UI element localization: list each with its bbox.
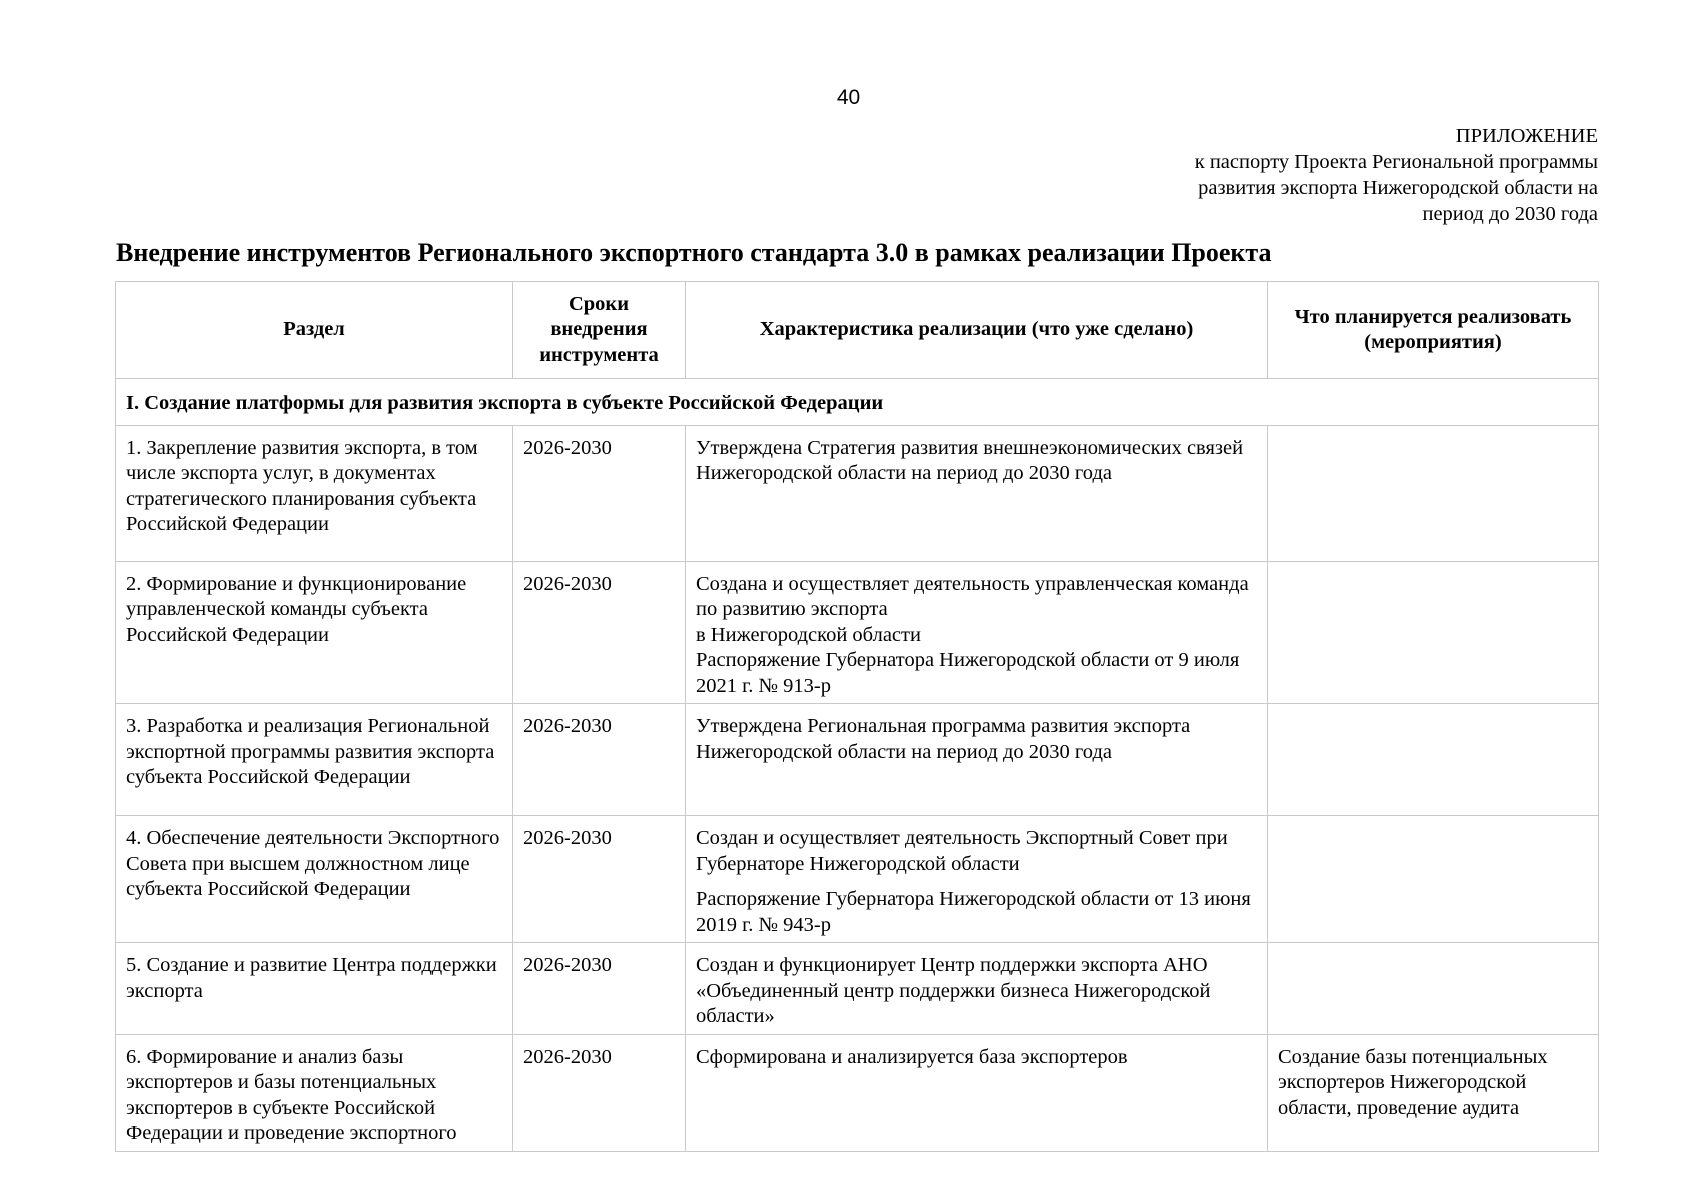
cell-done — [686, 943, 1268, 1035]
cell-done-text: Создана и осуществляет деятельность управленческая команда по развитию экспорта в Нижегородской области Распоряжение Губернатора Нижегородской области от 9 июля 2021 г. № 913-р — [696, 572, 1249, 697]
cell-period: 2026-2030 — [513, 704, 686, 816]
cell-done-text: Утверждена Региональная программа развития экспорта Нижегородской области на период до 2030 года — [696, 715, 1191, 763]
cell-section: 3. Разработка и реализация Региональной экспортной программы развития экспорта субъекта Российской Федерации — [116, 704, 513, 816]
cell-section: 4. Обеспечение деятельности Экспортного Совета при высшем должностном лице субъекта Российской Федерации — [116, 816, 513, 943]
cell-planned — [1268, 816, 1599, 943]
cell-done-text: Создан и функционирует Центр поддержки экспорта АНО «Объединенный центр поддержки бизнеса Нижегородской области» — [696, 954, 1211, 1027]
cell-section: 5. Создание и развитие Центра поддержки экспорта — [116, 943, 513, 1035]
cell-planned — [1268, 704, 1599, 816]
annex-line: период до 2030 года — [1422, 203, 1598, 225]
table-row — [116, 943, 1599, 1035]
cell-planned — [1268, 425, 1599, 561]
header-period: Сроки внедрения инструмента — [513, 282, 686, 379]
table-row — [116, 704, 1599, 816]
annex-line: ПРИЛОЖЕНИЕ — [1455, 125, 1598, 147]
section-heading: I. Создание платформы для развития экспорта в субъекте Российской Федерации — [116, 379, 1599, 426]
cell-period: 2026-2030 — [513, 425, 686, 561]
header-done: Характеристика реализации (что уже сделано) — [686, 282, 1268, 379]
cell-planned: Создание базы потенциальных экспортеров Нижегородской области, проведение аудита — [1268, 1034, 1599, 1151]
cell-period: 2026-2030 — [513, 561, 686, 704]
cell-period: 2026-2030 — [513, 816, 686, 943]
header-section: Раздел — [116, 282, 513, 379]
annex-line: развития экспорта Нижегородской области на — [1198, 177, 1598, 199]
cell-done — [686, 816, 1268, 943]
cell-section: 6. Формирование и анализ базы экспортеров и базы потенциальных экспортеров в субъекте Российской Федерации и проведение экспортного — [116, 1034, 513, 1151]
page-number: 40 — [836, 86, 861, 109]
header-planned: Что планируется реализовать (мероприятия) — [1268, 282, 1599, 379]
annex-line: к паспорту Проекта Региональной программы — [1194, 151, 1598, 173]
cell-period: 2026-2030 — [513, 943, 686, 1035]
table-row — [116, 425, 1599, 561]
section-row — [116, 379, 1599, 426]
cell-planned — [1268, 561, 1599, 704]
cell-section: 2. Формирование и функционирование управленческой команды субъекта Российской Федерации — [116, 561, 513, 704]
cell-done-text: Сформирована и анализируется база экспортеров — [696, 1045, 1128, 1068]
table-header-row — [116, 282, 1599, 379]
cell-done-text: Утверждена Стратегия развития внешнеэкономических связей Нижегородской области на период до 2030 года — [696, 436, 1244, 484]
cell-section: 1. Закрепление развития экспорта, в том числе экспорта услуг, в документах стратегического планирования субъекта Российской Федерации — [116, 425, 513, 561]
table-row — [116, 816, 1599, 943]
cell-done — [686, 425, 1268, 561]
annex-block — [1195, 123, 1598, 227]
cell-done — [686, 1034, 1268, 1151]
table-row — [116, 1034, 1599, 1151]
cell-done-extra: Распоряжение Губернатора Нижегородской области от 13 июня 2019 г. № 943-р — [696, 888, 1251, 936]
cell-planned — [1268, 943, 1599, 1035]
implementation-table — [115, 281, 1599, 1152]
cell-done — [686, 561, 1268, 704]
document-title: Внедрение инструментов Регионального экспортного стандарта 3.0 в рамках реализации Проекта — [116, 238, 1272, 267]
table-row — [116, 561, 1599, 704]
cell-done — [686, 704, 1268, 816]
cell-period: 2026-2030 — [513, 1034, 686, 1151]
cell-done-text: Создан и осуществляет деятельность Экспортный Совет при Губернаторе Нижегородской области — [696, 827, 1228, 875]
